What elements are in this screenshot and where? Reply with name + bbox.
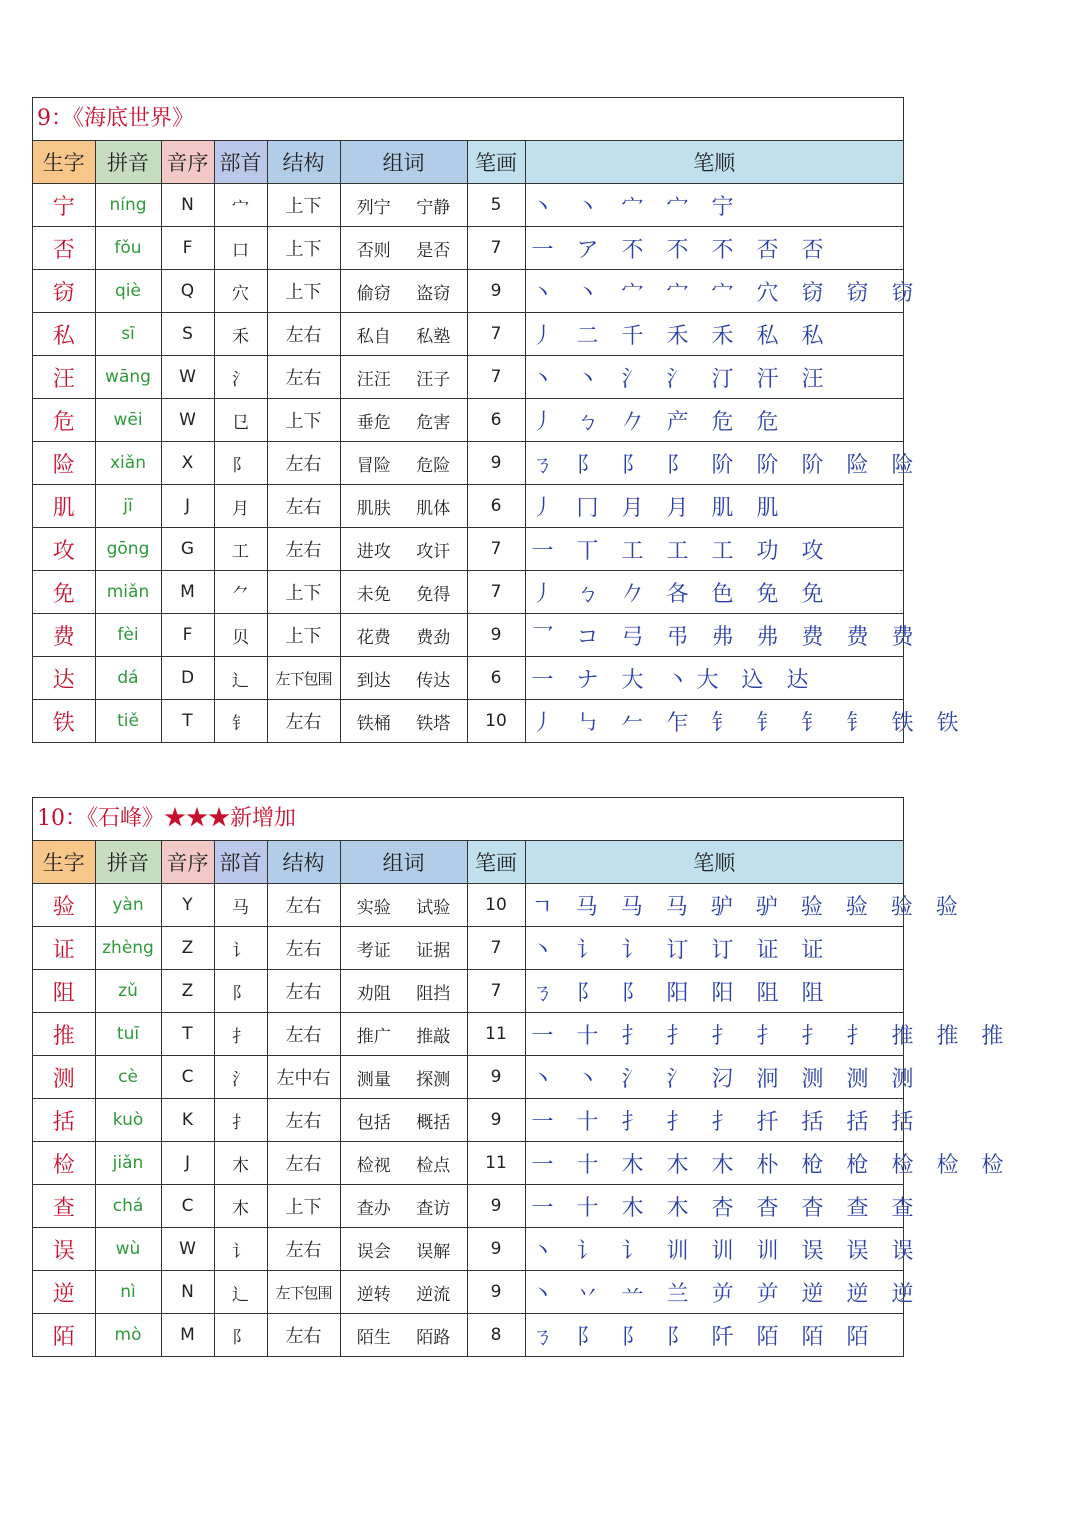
table-row xyxy=(33,184,903,227)
words: 到达 传达 xyxy=(340,657,467,700)
table-row xyxy=(33,657,903,700)
table-row xyxy=(33,1314,903,1357)
structure: 上下 xyxy=(267,571,340,614)
header-char: 生字 xyxy=(33,141,95,184)
header-stroke-count: 笔画 xyxy=(467,841,525,884)
words: 冒险 危险 xyxy=(340,442,467,485)
initial: N xyxy=(161,1271,214,1314)
stroke-order: ㄋ 阝 阝 阳 阳 阻 阻 xyxy=(525,970,903,1013)
stroke-count: 10 xyxy=(467,700,525,743)
header-row xyxy=(33,841,903,884)
pinyin: mò xyxy=(95,1314,161,1357)
stroke-order: 一 ア 不 不 不 否 否 xyxy=(525,227,903,270)
radical: 㔾 xyxy=(214,399,267,442)
pinyin: zǔ xyxy=(95,970,161,1013)
stroke-count: 7 xyxy=(467,927,525,970)
structure: 上下 xyxy=(267,614,340,657)
header-row xyxy=(33,141,903,184)
stroke-order: 一 十 扌 扌 扌 扦 括 括 括 xyxy=(525,1099,903,1142)
stroke-count: 6 xyxy=(467,657,525,700)
character: 攻 xyxy=(33,528,95,571)
character: 查 xyxy=(33,1185,95,1228)
pinyin: jiǎn xyxy=(95,1142,161,1185)
stroke-order: ㄱ 马 马 马 驴 驴 验 验 验 验 xyxy=(525,884,903,927)
words: 列宁 宁静 xyxy=(340,184,467,227)
pinyin: cè xyxy=(95,1056,161,1099)
structure: 上下 xyxy=(267,184,340,227)
character: 险 xyxy=(33,442,95,485)
character: 危 xyxy=(33,399,95,442)
radical: 工 xyxy=(214,528,267,571)
header-stroke-order: 笔顺 xyxy=(525,841,903,884)
radical: 宀 xyxy=(214,184,267,227)
table-row xyxy=(33,1142,903,1185)
initial: M xyxy=(161,1314,214,1357)
table-row xyxy=(33,614,903,657)
header-stroke-count: 笔画 xyxy=(467,141,525,184)
initial: D xyxy=(161,657,214,700)
star-rating: ★★★ xyxy=(164,806,231,831)
radical: 月 xyxy=(214,485,267,528)
header-structure: 结构 xyxy=(267,141,340,184)
stroke-order: 丿 ㇉ 𠂉 乍 钅 钅 钅 钅 铁 铁 xyxy=(525,700,903,743)
words: 查办 查访 xyxy=(340,1185,467,1228)
pinyin: níng xyxy=(95,184,161,227)
table-row xyxy=(33,399,903,442)
header-words: 组词 xyxy=(340,141,467,184)
radical: 钅 xyxy=(214,700,267,743)
initial: M xyxy=(161,571,214,614)
character: 宁 xyxy=(33,184,95,227)
stroke-order: 一 丅 工 工 工 功 攻 xyxy=(525,528,903,571)
pinyin: wēi xyxy=(95,399,161,442)
radical: 阝 xyxy=(214,1314,267,1357)
stroke-count: 9 xyxy=(467,614,525,657)
words: 进攻 攻讦 xyxy=(340,528,467,571)
pinyin: chá xyxy=(95,1185,161,1228)
character: 括 xyxy=(33,1099,95,1142)
stroke-order: 丶 丶 宀 宀 宁 xyxy=(525,184,903,227)
pinyin: qiè xyxy=(95,270,161,313)
stroke-order: 丶 讠 讠 训 训 训 误 误 误 xyxy=(525,1228,903,1271)
table-row xyxy=(33,1185,903,1228)
structure: 左右 xyxy=(267,485,340,528)
words: 包括 概括 xyxy=(340,1099,467,1142)
structure: 左右 xyxy=(267,442,340,485)
initial: W xyxy=(161,356,214,399)
character: 检 xyxy=(33,1142,95,1185)
initial: Q xyxy=(161,270,214,313)
stroke-order: 一 ナ 大 丶大 込 达 xyxy=(525,657,903,700)
radical: 禾 xyxy=(214,313,267,356)
table-row xyxy=(33,227,903,270)
lesson-9-table xyxy=(32,97,967,743)
structure: 左右 xyxy=(267,1099,340,1142)
stroke-order: 丿 冂 月 月 肌 肌 xyxy=(525,485,903,528)
pinyin: dá xyxy=(95,657,161,700)
table-row xyxy=(33,1013,903,1056)
words: 否则 是否 xyxy=(340,227,467,270)
stroke-count: 9 xyxy=(467,442,525,485)
stroke-order: 丿 ㄅ 𠂊 产 危 危 xyxy=(525,399,903,442)
initial: T xyxy=(161,700,214,743)
stroke-count: 9 xyxy=(467,1271,525,1314)
table-row xyxy=(33,356,903,399)
words: 陌生 陌路 xyxy=(340,1314,467,1357)
structure: 左右 xyxy=(267,313,340,356)
stroke-count: 6 xyxy=(467,399,525,442)
table-row xyxy=(33,571,903,614)
pinyin: fǒu xyxy=(95,227,161,270)
initial: Y xyxy=(161,884,214,927)
table-row xyxy=(33,1099,903,1142)
initial: W xyxy=(161,1228,214,1271)
initial: J xyxy=(161,1142,214,1185)
character: 测 xyxy=(33,1056,95,1099)
stroke-order: 丶 丶 宀 宀 宀 穴 窃 窃 窃 xyxy=(525,270,903,313)
stroke-order: 一 十 扌 扌 扌 扌 扌 扌 推 推 推 xyxy=(525,1013,903,1056)
radical: ⺈ xyxy=(214,571,267,614)
character: 达 xyxy=(33,657,95,700)
radical: 氵 xyxy=(214,1056,267,1099)
initial: G xyxy=(161,528,214,571)
stroke-count: 7 xyxy=(467,356,525,399)
stroke-order: 一 十 木 木 木 朴 枪 枪 检 检 检 xyxy=(525,1142,903,1185)
header-pinyin: 拼音 xyxy=(95,841,161,884)
radical: 扌 xyxy=(214,1013,267,1056)
character: 推 xyxy=(33,1013,95,1056)
pinyin: kuò xyxy=(95,1099,161,1142)
words: 测量 探测 xyxy=(340,1056,467,1099)
stroke-count: 7 xyxy=(467,528,525,571)
stroke-count: 7 xyxy=(467,571,525,614)
words: 垂危 危害 xyxy=(340,399,467,442)
radical: 口 xyxy=(214,227,267,270)
pinyin: fèi xyxy=(95,614,161,657)
header-pinyin: 拼音 xyxy=(95,141,161,184)
words: 花费 费劲 xyxy=(340,614,467,657)
stroke-count: 9 xyxy=(467,1056,525,1099)
initial: F xyxy=(161,227,214,270)
table-row xyxy=(33,485,903,528)
structure: 左右 xyxy=(267,700,340,743)
radical: 马 xyxy=(214,884,267,927)
radical: 木 xyxy=(214,1185,267,1228)
character-table xyxy=(33,841,1012,1356)
character: 陌 xyxy=(33,1314,95,1357)
stroke-order: 一 十 木 木 杏 杳 杳 查 查 xyxy=(525,1185,903,1228)
words: 肌肤 肌体 xyxy=(340,485,467,528)
words: 考证 证据 xyxy=(340,927,467,970)
lesson-10-table xyxy=(32,797,1012,1357)
header-char: 生字 xyxy=(33,841,95,884)
words: 私自 私塾 xyxy=(340,313,467,356)
structure: 上下 xyxy=(267,1185,340,1228)
table-row xyxy=(33,700,903,743)
pinyin: tuī xyxy=(95,1013,161,1056)
table-row xyxy=(33,927,903,970)
pinyin: zhèng xyxy=(95,927,161,970)
stroke-order: 丶 丶 氵 氵 汈 泂 测 测 测 xyxy=(525,1056,903,1099)
header-words: 组词 xyxy=(340,841,467,884)
stroke-order: 丿 ㄅ 𠂊 各 色 免 免 xyxy=(525,571,903,614)
character: 免 xyxy=(33,571,95,614)
table-row xyxy=(33,1228,903,1271)
radical: 扌 xyxy=(214,1099,267,1142)
radical: 讠 xyxy=(214,927,267,970)
initial: Z xyxy=(161,970,214,1013)
pinyin: xiǎn xyxy=(95,442,161,485)
structure: 左右 xyxy=(267,1013,340,1056)
character: 汪 xyxy=(33,356,95,399)
stroke-order: 丶 讠 讠 订 订 证 证 xyxy=(525,927,903,970)
initial: Z xyxy=(161,927,214,970)
pinyin: wāng xyxy=(95,356,161,399)
initial: C xyxy=(161,1056,214,1099)
table-row xyxy=(33,970,903,1013)
words: 劝阻 阻挡 xyxy=(340,970,467,1013)
stroke-count: 9 xyxy=(467,1185,525,1228)
initial: W xyxy=(161,399,214,442)
structure: 左中右 xyxy=(267,1056,340,1099)
character-table xyxy=(33,141,967,742)
words: 汪汪 汪子 xyxy=(340,356,467,399)
character: 私 xyxy=(33,313,95,356)
stroke-count: 7 xyxy=(467,313,525,356)
radical: 讠 xyxy=(214,1228,267,1271)
radical: 阝 xyxy=(214,442,267,485)
initial: K xyxy=(161,1099,214,1142)
new-note: 新增加 xyxy=(230,806,297,831)
radical: 木 xyxy=(214,1142,267,1185)
character: 肌 xyxy=(33,485,95,528)
table-row xyxy=(33,313,903,356)
table-row xyxy=(33,270,903,313)
character: 窃 xyxy=(33,270,95,313)
stroke-count: 7 xyxy=(467,970,525,1013)
initial: C xyxy=(161,1185,214,1228)
pinyin: sī xyxy=(95,313,161,356)
structure: 左右 xyxy=(267,356,340,399)
character: 证 xyxy=(33,927,95,970)
structure: 左右 xyxy=(267,927,340,970)
table-row xyxy=(33,1271,903,1314)
lesson-title xyxy=(33,798,903,841)
radical: 辶 xyxy=(214,1271,267,1314)
initial: S xyxy=(161,313,214,356)
radical: 辶 xyxy=(214,657,267,700)
table-row xyxy=(33,528,903,571)
structure: 左右 xyxy=(267,1142,340,1185)
structure: 上下 xyxy=(267,399,340,442)
stroke-order: 丶 丶 氵 氵 汀 汗 汪 xyxy=(525,356,903,399)
lesson-title-text: 10：《石峰》 xyxy=(37,806,164,831)
character: 否 xyxy=(33,227,95,270)
header-initial: 音序 xyxy=(161,141,214,184)
stroke-count: 7 xyxy=(467,227,525,270)
pinyin: gōng xyxy=(95,528,161,571)
character: 误 xyxy=(33,1228,95,1271)
stroke-order: 乛 コ 弓 弔 弗 弗 费 费 费 xyxy=(525,614,903,657)
radical: 阝 xyxy=(214,970,267,1013)
stroke-order: 丶 丷 䒑 兰 屰 屰 逆 逆 逆 xyxy=(525,1271,903,1314)
header-radical: 部首 xyxy=(214,841,267,884)
lesson-title: 9：《海底世界》 xyxy=(33,98,903,141)
character: 铁 xyxy=(33,700,95,743)
character: 验 xyxy=(33,884,95,927)
stroke-count: 9 xyxy=(467,1228,525,1271)
header-initial: 音序 xyxy=(161,841,214,884)
pinyin: jī xyxy=(95,485,161,528)
table-row xyxy=(33,442,903,485)
stroke-count: 9 xyxy=(467,270,525,313)
character: 费 xyxy=(33,614,95,657)
structure: 左右 xyxy=(267,970,340,1013)
pinyin: tiě xyxy=(95,700,161,743)
initial: X xyxy=(161,442,214,485)
pinyin: nì xyxy=(95,1271,161,1314)
words: 推广 推敲 xyxy=(340,1013,467,1056)
words: 未免 免得 xyxy=(340,571,467,614)
header-stroke-order: 笔顺 xyxy=(525,141,903,184)
table-row xyxy=(33,884,903,927)
structure: 左右 xyxy=(267,1228,340,1271)
structure: 左下包围 xyxy=(267,657,340,700)
radical: 氵 xyxy=(214,356,267,399)
stroke-count: 8 xyxy=(467,1314,525,1357)
words: 检视 检点 xyxy=(340,1142,467,1185)
stroke-order: 丿 二 千 禾 禾 私 私 xyxy=(525,313,903,356)
stroke-order: ㄋ 阝 阝 阝 阶 阶 阶 险 险 xyxy=(525,442,903,485)
initial: F xyxy=(161,614,214,657)
radical: 穴 xyxy=(214,270,267,313)
table-row xyxy=(33,1056,903,1099)
words: 偷窃 盗窃 xyxy=(340,270,467,313)
stroke-count: 5 xyxy=(467,184,525,227)
structure: 左右 xyxy=(267,528,340,571)
stroke-count: 9 xyxy=(467,1099,525,1142)
pinyin: yàn xyxy=(95,884,161,927)
header-structure: 结构 xyxy=(267,841,340,884)
radical: 贝 xyxy=(214,614,267,657)
initial: N xyxy=(161,184,214,227)
words: 铁桶 铁塔 xyxy=(340,700,467,743)
words: 实验 试验 xyxy=(340,884,467,927)
words: 逆转 逆流 xyxy=(340,1271,467,1314)
structure: 上下 xyxy=(267,270,340,313)
structure: 左下包围 xyxy=(267,1271,340,1314)
structure: 上下 xyxy=(267,227,340,270)
pinyin: miǎn xyxy=(95,571,161,614)
stroke-count: 11 xyxy=(467,1013,525,1056)
header-radical: 部首 xyxy=(214,141,267,184)
structure: 左右 xyxy=(267,884,340,927)
stroke-count: 11 xyxy=(467,1142,525,1185)
stroke-count: 6 xyxy=(467,485,525,528)
character: 阻 xyxy=(33,970,95,1013)
words: 误会 误解 xyxy=(340,1228,467,1271)
initial: J xyxy=(161,485,214,528)
stroke-count: 10 xyxy=(467,884,525,927)
initial: T xyxy=(161,1013,214,1056)
stroke-order: ㄋ 阝 阝 阝 阡 陌 陌 陌 xyxy=(525,1314,903,1357)
structure: 左右 xyxy=(267,1314,340,1357)
pinyin: wù xyxy=(95,1228,161,1271)
character: 逆 xyxy=(33,1271,95,1314)
